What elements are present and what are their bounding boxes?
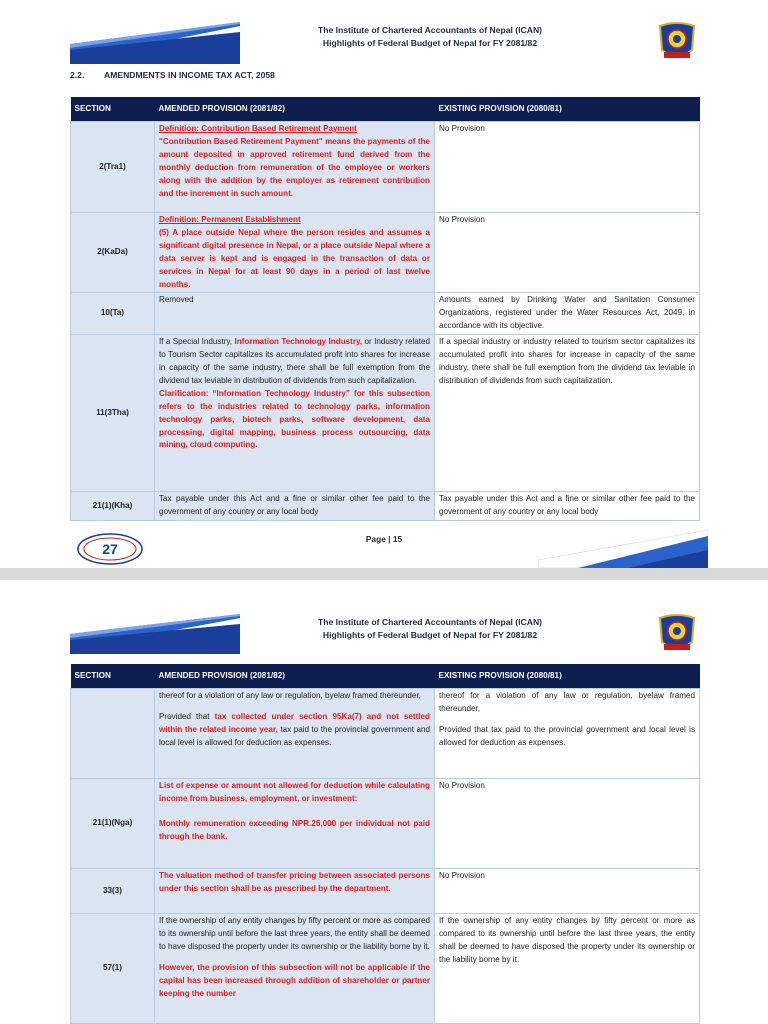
existing-cell: No Provision	[435, 779, 700, 869]
existing-cell: Tax payable under this Act and a fine or similar other fee paid to the government of any country or any local body	[435, 492, 700, 521]
definition-body: (5) A place outside Nepal where the person resides and assumes a significant digital presence in Nepal, or a place outside Nepal where a data server is kept and is engaged in the transaction of data or services in Nepal for at least 90 days in a period of last twelve months.	[159, 227, 430, 289]
amendments-table-page-15	[70, 97, 700, 521]
section-cell: 21(1)(Kha)	[71, 492, 155, 521]
existing-cell: No Provision	[435, 213, 700, 293]
definition-title: Definition: Permanent Establishment	[159, 215, 301, 224]
column-header-existing: EXISTING PROVISION (2080/81)	[435, 97, 700, 122]
definition-body: "Contribution Based Retirement Payment" means the payments of the amount deposited in approved retirement fund derived from the monthly deduction from remuneration of the employee or workers along with the addition by the employer as retirement contribution and the increment in such amount.	[159, 136, 430, 198]
section-cell: 2(KaDa)	[71, 213, 155, 293]
amended-cell: Removed	[155, 293, 435, 335]
amended-cell	[155, 213, 435, 293]
section-cell: 33(3)	[71, 869, 155, 914]
amended-cell	[155, 335, 435, 492]
amended-cell: Tax payable under this Act and a fine or similar other fee paid to the government of any country or any local body	[155, 492, 435, 521]
page-number: Page | 15	[365, 534, 403, 544]
amendments-table-page-16	[70, 664, 700, 1024]
document-page-16	[0, 580, 768, 1024]
amended-text-highlight: tax collected under section 95Ka(7) and not settled within the related income year,	[159, 711, 430, 734]
header-title	[250, 24, 610, 50]
existing-cell	[435, 689, 700, 779]
amended-text-pre: Provided that	[159, 711, 215, 721]
amended-cell	[155, 122, 435, 213]
table-row	[71, 335, 700, 492]
header-line-2: Highlights of Federal Budget of Nepal for FY 2081/82	[322, 630, 538, 640]
clarification-text: Clarification: “Information Technology Industry” for this subsection refers to the industries related to technology parks, information technology parks, biotech parks, software development, data processing, digital mapping, business process outsourcing, data mining, cloud computing.	[159, 388, 430, 450]
header-swoosh-graphic	[70, 614, 240, 654]
header-title	[250, 616, 610, 642]
section-cell	[71, 689, 155, 779]
section-cell: 11(3Tha)	[71, 335, 155, 492]
section-title: AMENDMENTS IN INCOME TAX ACT, 2058	[104, 70, 275, 80]
amended-text-post: or Industry related to Tourism Sector capitalizes its accumulated profit into shares for increase in capacity of the same industry, there shall be full exemption from the dividend tax leviable in distribution of dividends from such capitalization.	[159, 337, 430, 385]
definition-title: Definition: Contribution Based Retirement Payment	[159, 124, 357, 133]
amended-text-a: thereof for a violation of any law or regulation, byelaw framed thereunder,	[159, 691, 421, 700]
amended-cell	[155, 779, 435, 869]
existing-cell: No Provision	[435, 869, 700, 914]
column-header-existing: EXISTING PROVISION (2080/81)	[435, 664, 700, 689]
section-cell: 2(Tra1)	[71, 122, 155, 213]
section-cell: 10(Ta)	[71, 293, 155, 335]
section-number: 2.2.	[70, 70, 85, 80]
amended-text-b: However, the provision of this subsection will not be applicable if the capital has been increased through addition of shareholder or partner keeping the number	[159, 962, 430, 998]
table-row	[71, 779, 700, 869]
amended-text-highlight: Information Technology Industry,	[234, 337, 363, 347]
table-header-row	[71, 664, 700, 689]
amended-text-post: tax paid to the provincial government and local level is allowed for deduction as expenses.	[159, 724, 430, 747]
column-header-amended: AMENDED PROVISION (2081/82)	[155, 664, 435, 689]
existing-cell: Amounts earned by Drinking Water and Sanitation Consumer Organizations, registered under the Water Resources Act, 2049, in accordance with its objective.	[435, 293, 700, 335]
section-cell: 21(1)(Nga)	[71, 779, 155, 869]
footer-swoosh-graphic	[538, 530, 708, 568]
svg-text:27: 27	[102, 541, 118, 557]
table-row	[71, 869, 700, 914]
existing-cell: If the ownership of any entity changes by fifty percent or more as compared to its ownership until before the last three years, the entity shall be deemed to have disposed the property under its ownership or the liability borne by it.	[435, 914, 700, 1024]
column-header-section: SECTION	[71, 97, 155, 122]
table-row	[71, 122, 700, 213]
header-line-2: Highlights of Federal Budget of Nepal for FY 2081/82	[322, 38, 538, 48]
amended-cell	[155, 869, 435, 914]
table-row	[71, 914, 700, 1024]
column-header-section: SECTION	[71, 664, 155, 689]
amended-cell	[155, 914, 435, 1024]
header-line-1: The Institute of Chartered Accountants of Nepal (ICAN)	[317, 617, 543, 627]
existing-text-a: thereof for a violation of any law or regulation, byelaw framed thereunder,	[439, 691, 695, 713]
amended-text-a: If the ownership of any entity changes by fifty percent or more as compared to its ownership until before the last three years, the entity shall be deemed to have disposed the property under its ownership or the liability borne by it.	[159, 916, 430, 951]
ican-logo-icon	[656, 614, 698, 654]
table-header-row	[71, 97, 700, 122]
existing-text-b: Provided that tax paid to the provincial government and local level is allowed for deduction as expenses.	[439, 724, 695, 747]
amended-text-b: Monthly remuneration exceeding NPR.25,000 per individual not paid through the bank.	[159, 818, 430, 841]
amended-text-a: List of expense or amount not allowed for deduction while calculating income from business, employment, or investment:	[159, 781, 430, 803]
ican-logo-icon	[656, 22, 698, 62]
table-row	[71, 213, 700, 293]
header-line-1: The Institute of Chartered Accountants of Nepal (ICAN)	[317, 25, 543, 35]
existing-cell: If a special industry or industry related to tourism sector capitalizes its accumulated profit into shares for increase in capacity of the same industry, there shall be full exemption from the dividend tax leviable in distribution of dividends from such capitalization.	[435, 335, 700, 492]
table-row	[71, 492, 700, 521]
amended-text: The valuation method of transfer pricing between associated persons under this section shall be as prescribed by the department.	[159, 871, 430, 893]
column-header-amended: AMENDED PROVISION (2081/82)	[155, 97, 435, 122]
amended-cell	[155, 689, 435, 779]
section-heading	[70, 70, 275, 80]
existing-cell: No Provision	[435, 122, 700, 213]
section-cell: 57(1)	[71, 914, 155, 1024]
table-row	[71, 293, 700, 335]
amended-text-pre: If a Special Industry,	[159, 337, 235, 347]
header-swoosh-graphic	[70, 22, 240, 64]
table-row	[71, 689, 700, 779]
